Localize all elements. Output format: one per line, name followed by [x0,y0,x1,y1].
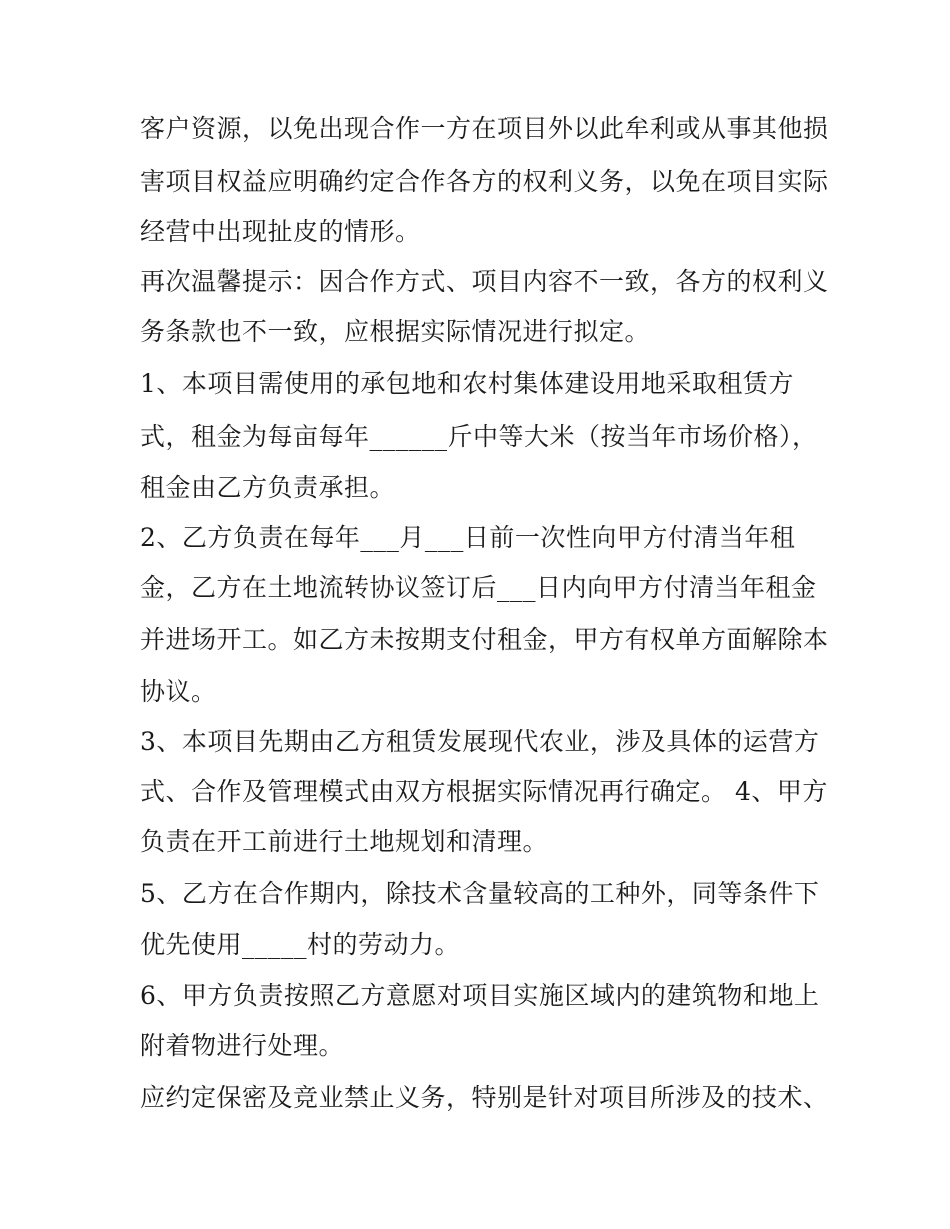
text-line: 租金由乙方负责承担。 [140,473,396,502]
text-line: 并进场开工。如乙方未按期支付租金，甲方有权单方面解除本 [140,625,829,654]
text-line: 务条款也不一致，应根据实际情况进行拟定。 [140,317,651,346]
text-line: 2、乙方负责在每年___月___日前一次性向甲方付清当年租 [140,523,796,552]
text-line: 3、本项目先期由乙方租赁发展现代农业，涉及具体的运营方 [140,727,820,756]
text-line: 再次温馨提示：因合作方式、项目内容不一致，各方的权利义 [140,267,829,296]
text-line: 协议。 [140,677,217,706]
text-line: 5、乙方在合作期内，除技术含量较高的工种外，同等条件下 [140,879,820,908]
text-line: 优先使用_____村的劳动力。 [140,930,461,959]
text-line: 式，租金为每亩每年______斤中等大米（按当年市场价格）， [140,422,818,451]
text-line: 式、合作及管理模式由双方根据实际情况再行确定。 4、甲方 [140,777,828,806]
text-line: 1、本项目需使用的承包地和农村集体建设用地采取租赁方 [140,369,794,398]
text-line: 经营中出现扯皮的情形。 [140,217,421,246]
text-line: 附着物进行处理。 [140,1031,345,1060]
text-line: 客户资源，以免出现合作一方在项目外以此牟利或从事其他损 [140,114,829,143]
text-line: 金，乙方在土地流转协议签订后___日内向甲方付清当年租金 [140,573,817,602]
text-line: 应约定保密及竞业禁止义务，特别是针对项目所涉及的技术、 [140,1083,829,1112]
text-line: 害项目权益应明确约定合作各方的权利义务，以免在项目实际 [140,167,829,196]
text-line: 6、甲方负责按照乙方意愿对项目实施区域内的建筑物和地上 [140,981,820,1010]
text-line: 负责在开工前进行土地规划和清理。 [140,827,549,856]
